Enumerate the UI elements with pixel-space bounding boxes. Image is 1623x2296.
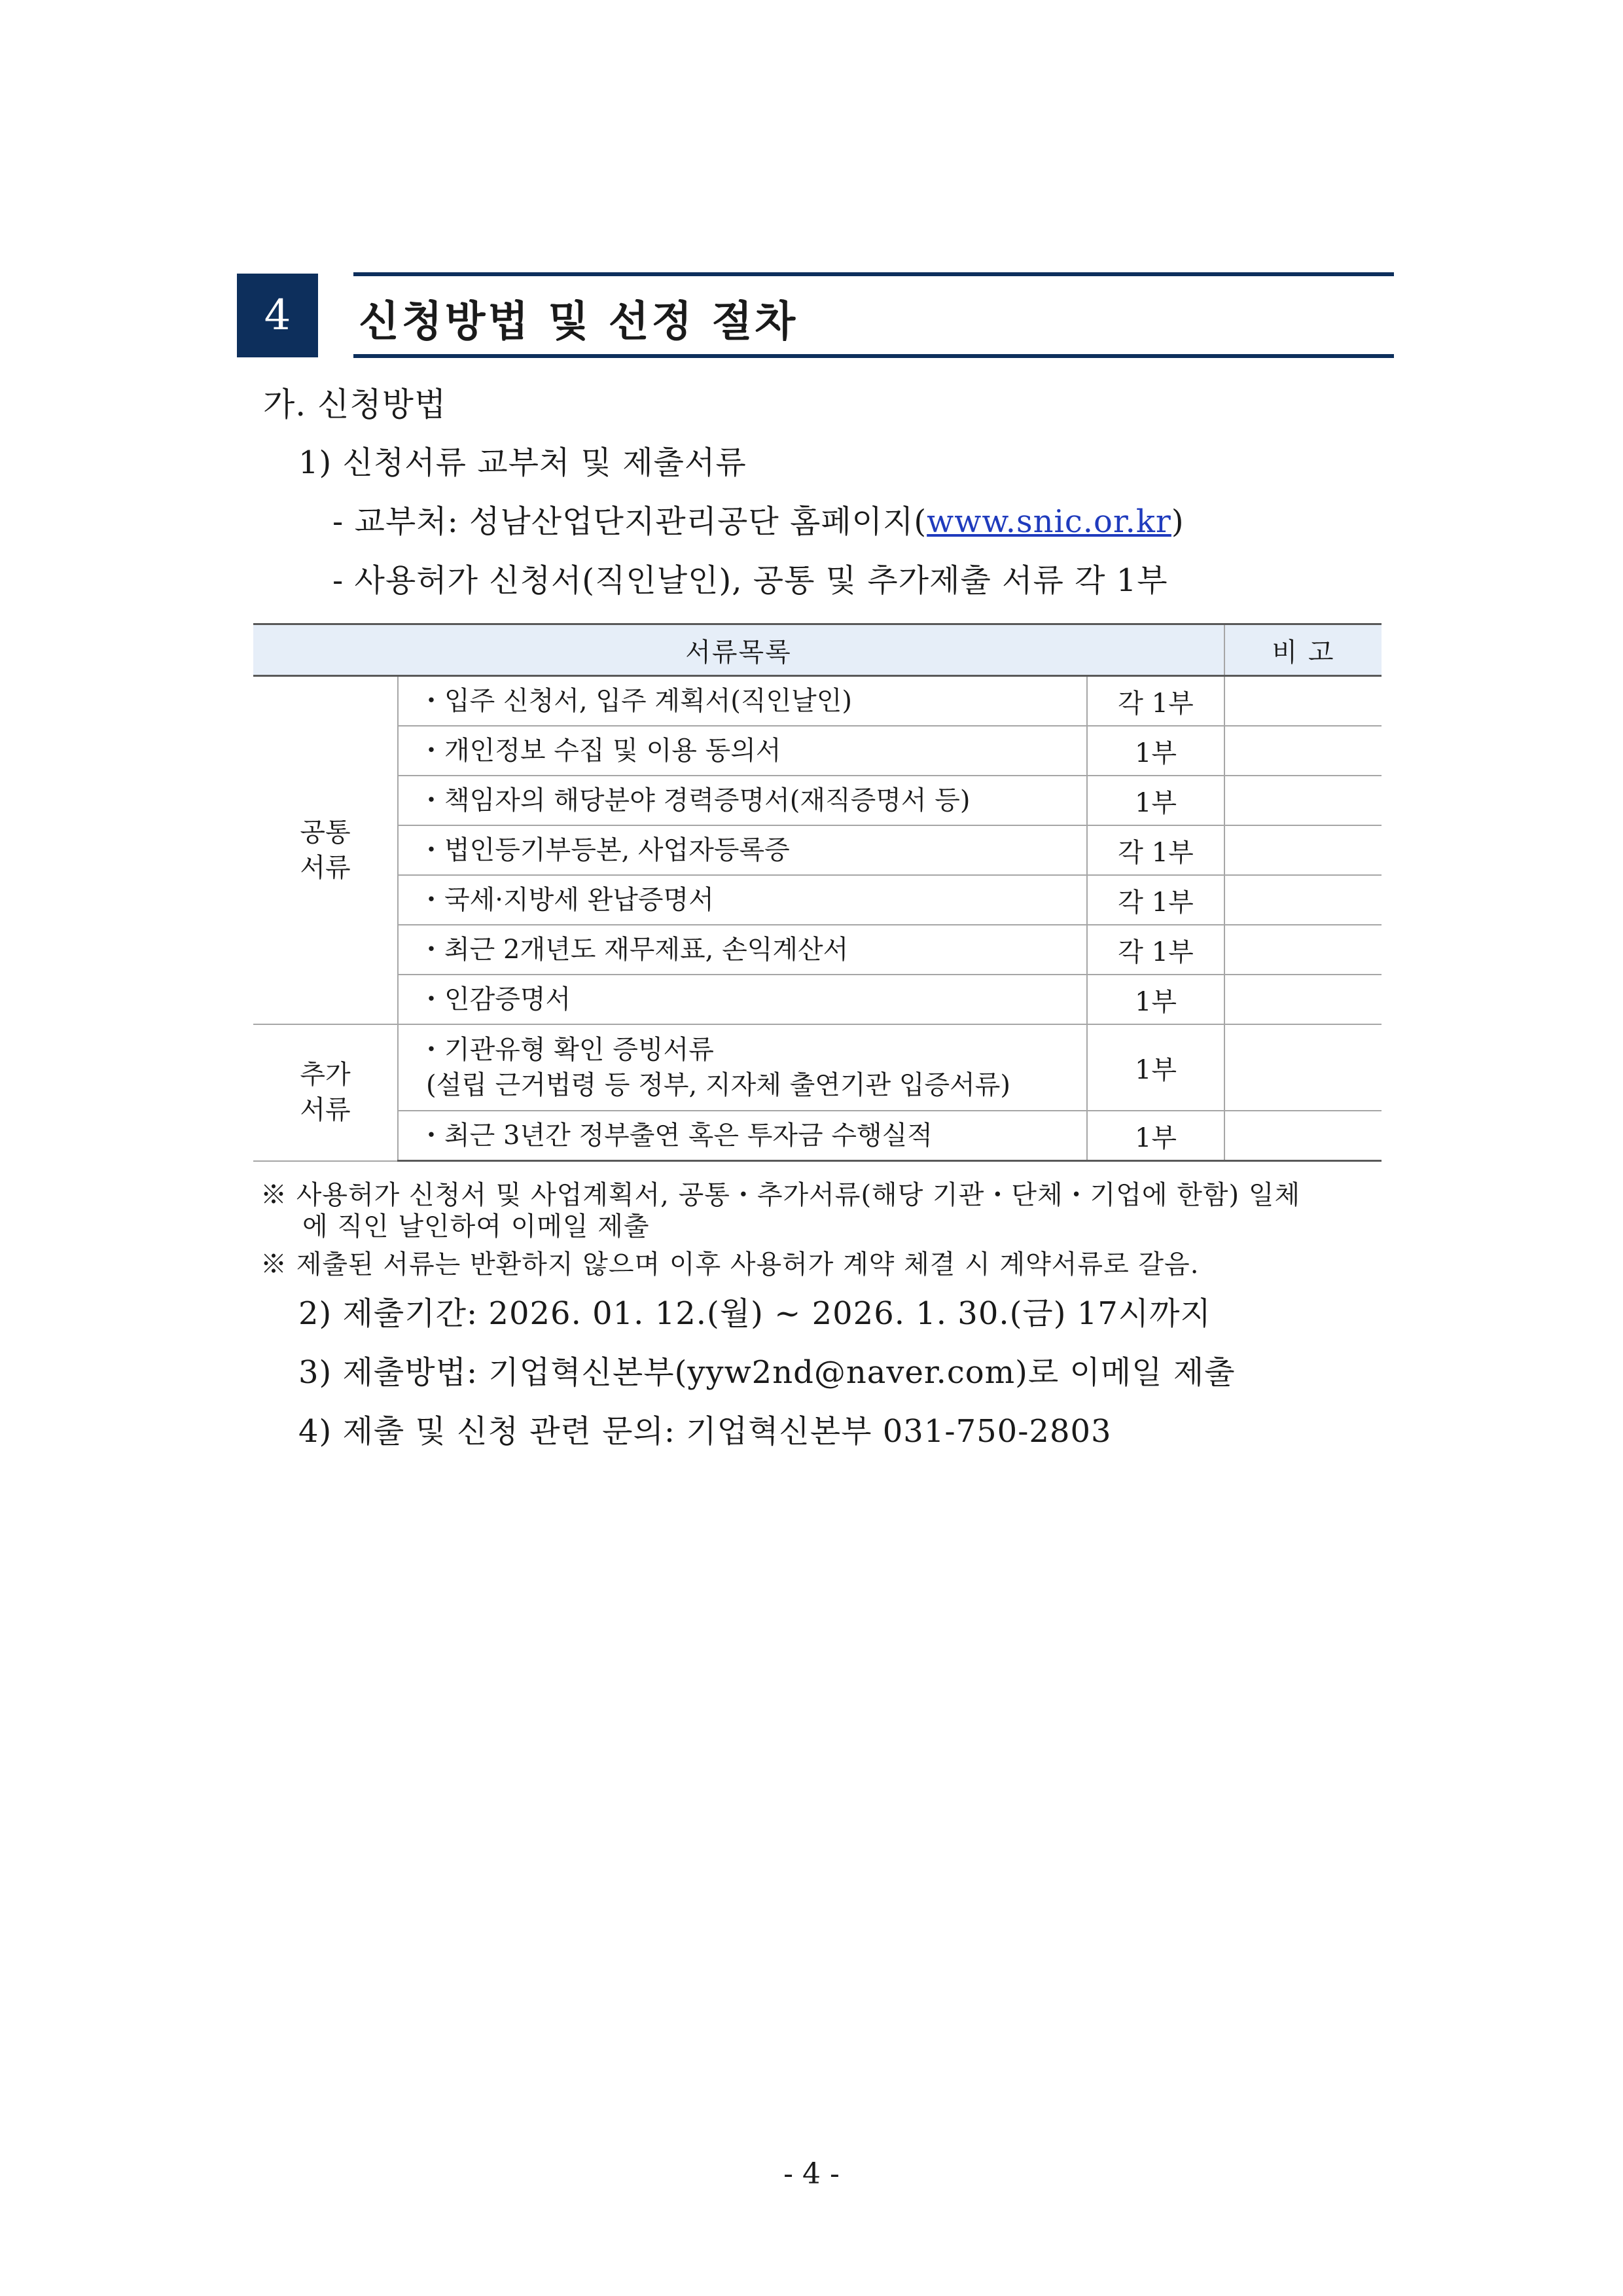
count-cell: 1부 xyxy=(1087,1111,1224,1161)
table-header-row xyxy=(253,624,1382,676)
doc-cell: ・입주 신청서, 입주 계획서(직인날인) xyxy=(398,676,1087,726)
list-item-4: 4) 제출 및 신청 관련 문의: 기업혁신본부 031-750-2803 xyxy=(298,1413,1112,1450)
count-cell: 1부 xyxy=(1087,975,1224,1024)
count-cell: 각 1부 xyxy=(1087,925,1224,975)
doc-cell: ・책임자의 해당분야 경력증명서(재직증명서 등) xyxy=(398,776,1087,825)
submission-docs-line: - 사용허가 신청서(직인날인), 공통 및 추가제출 서류 각 1부 xyxy=(332,562,1168,599)
remarks-cell xyxy=(1224,676,1382,726)
issuer-prefix: - 교부처: 성남산업단지관리공단 홈페이지( xyxy=(332,503,927,540)
category-additional: 추가 서류 xyxy=(253,1024,398,1161)
page-number: - 4 - xyxy=(783,2157,840,2191)
list-item-1: 1) 신청서류 교부처 및 제출서류 xyxy=(298,444,747,481)
doc-cell: ・국세·지방세 완납증명서 xyxy=(398,875,1087,925)
doc-cell: ・개인정보 수집 및 이용 동의서 xyxy=(398,726,1087,776)
table-row xyxy=(253,975,1382,1024)
remarks-cell xyxy=(1224,825,1382,875)
section-title: 신청방법 및 선정 절차 xyxy=(359,297,798,346)
remarks-cell xyxy=(1224,776,1382,825)
count-cell: 각 1부 xyxy=(1087,875,1224,925)
documents-table xyxy=(253,623,1382,1162)
remarks-cell xyxy=(1224,925,1382,975)
count-cell: 각 1부 xyxy=(1087,825,1224,875)
note-2: ※ 제출된 서류는 반환하지 않으며 이후 사용허가 계약 체결 시 계약서류로 갈음. xyxy=(260,1249,1200,1280)
note-1-continued: 에 직인 날인하여 이메일 제출 xyxy=(302,1211,650,1242)
count-cell: 1부 xyxy=(1087,1024,1224,1111)
list-item-3: 3) 제출방법: 기업혁신본부(yyw2nd@naver.com)로 이메일 제출 xyxy=(298,1354,1236,1391)
doc-line-2: (설립 근거법령 등 정부, 지자체 출연기관 입증서류) xyxy=(426,1070,1011,1100)
issuer-suffix: ) xyxy=(1171,503,1185,540)
category-common: 공통 서류 xyxy=(253,676,398,1025)
remarks-cell xyxy=(1224,1111,1382,1161)
table-row xyxy=(253,1024,1382,1111)
doc-cell: ・인감증명서 xyxy=(398,975,1087,1024)
homepage-link[interactable]: www.snic.or.kr xyxy=(927,503,1171,540)
doc-cell: ・법인등기부등본, 사업자등록증 xyxy=(398,825,1087,875)
table-row xyxy=(253,676,1382,726)
subheading: 가. 신청방법 xyxy=(263,386,447,423)
section-rule-top xyxy=(353,272,1394,276)
table-row xyxy=(253,875,1382,925)
issuer-line xyxy=(332,496,1185,541)
section-rule-bottom xyxy=(353,354,1394,358)
table-row xyxy=(253,1111,1382,1161)
count-cell: 1부 xyxy=(1087,776,1224,825)
section-number-box xyxy=(237,274,318,357)
doc-cell xyxy=(398,1024,1087,1111)
count-cell: 1부 xyxy=(1087,726,1224,776)
header-remarks: 비 고 xyxy=(1224,624,1382,676)
table-row xyxy=(253,726,1382,776)
count-cell: 각 1부 xyxy=(1087,676,1224,726)
doc-cell: ・최근 2개년도 재무제표, 손익계산서 xyxy=(398,925,1087,975)
table-row xyxy=(253,825,1382,875)
doc-line-1: ・기관유형 확인 증빙서류 xyxy=(418,1035,714,1065)
note-1: ※ 사용허가 신청서 및 사업계획서, 공통・추가서류(해당 기관・단체・기업에 한함) 일체 xyxy=(260,1180,1301,1210)
remarks-cell xyxy=(1224,1024,1382,1111)
header-docs: 서류목록 xyxy=(253,624,1224,676)
list-item-2: 2) 제출기간: 2026. 01. 12.(월) ~ 2026. 1. 30.(금) 17시까지 xyxy=(298,1295,1211,1332)
table-row xyxy=(253,776,1382,825)
remarks-cell xyxy=(1224,875,1382,925)
doc-cell: ・최근 3년간 정부출연 혹은 투자금 수행실적 xyxy=(398,1111,1087,1161)
remarks-cell xyxy=(1224,726,1382,776)
table-row xyxy=(253,925,1382,975)
remarks-cell xyxy=(1224,975,1382,1024)
section-number: 4 xyxy=(264,291,291,340)
